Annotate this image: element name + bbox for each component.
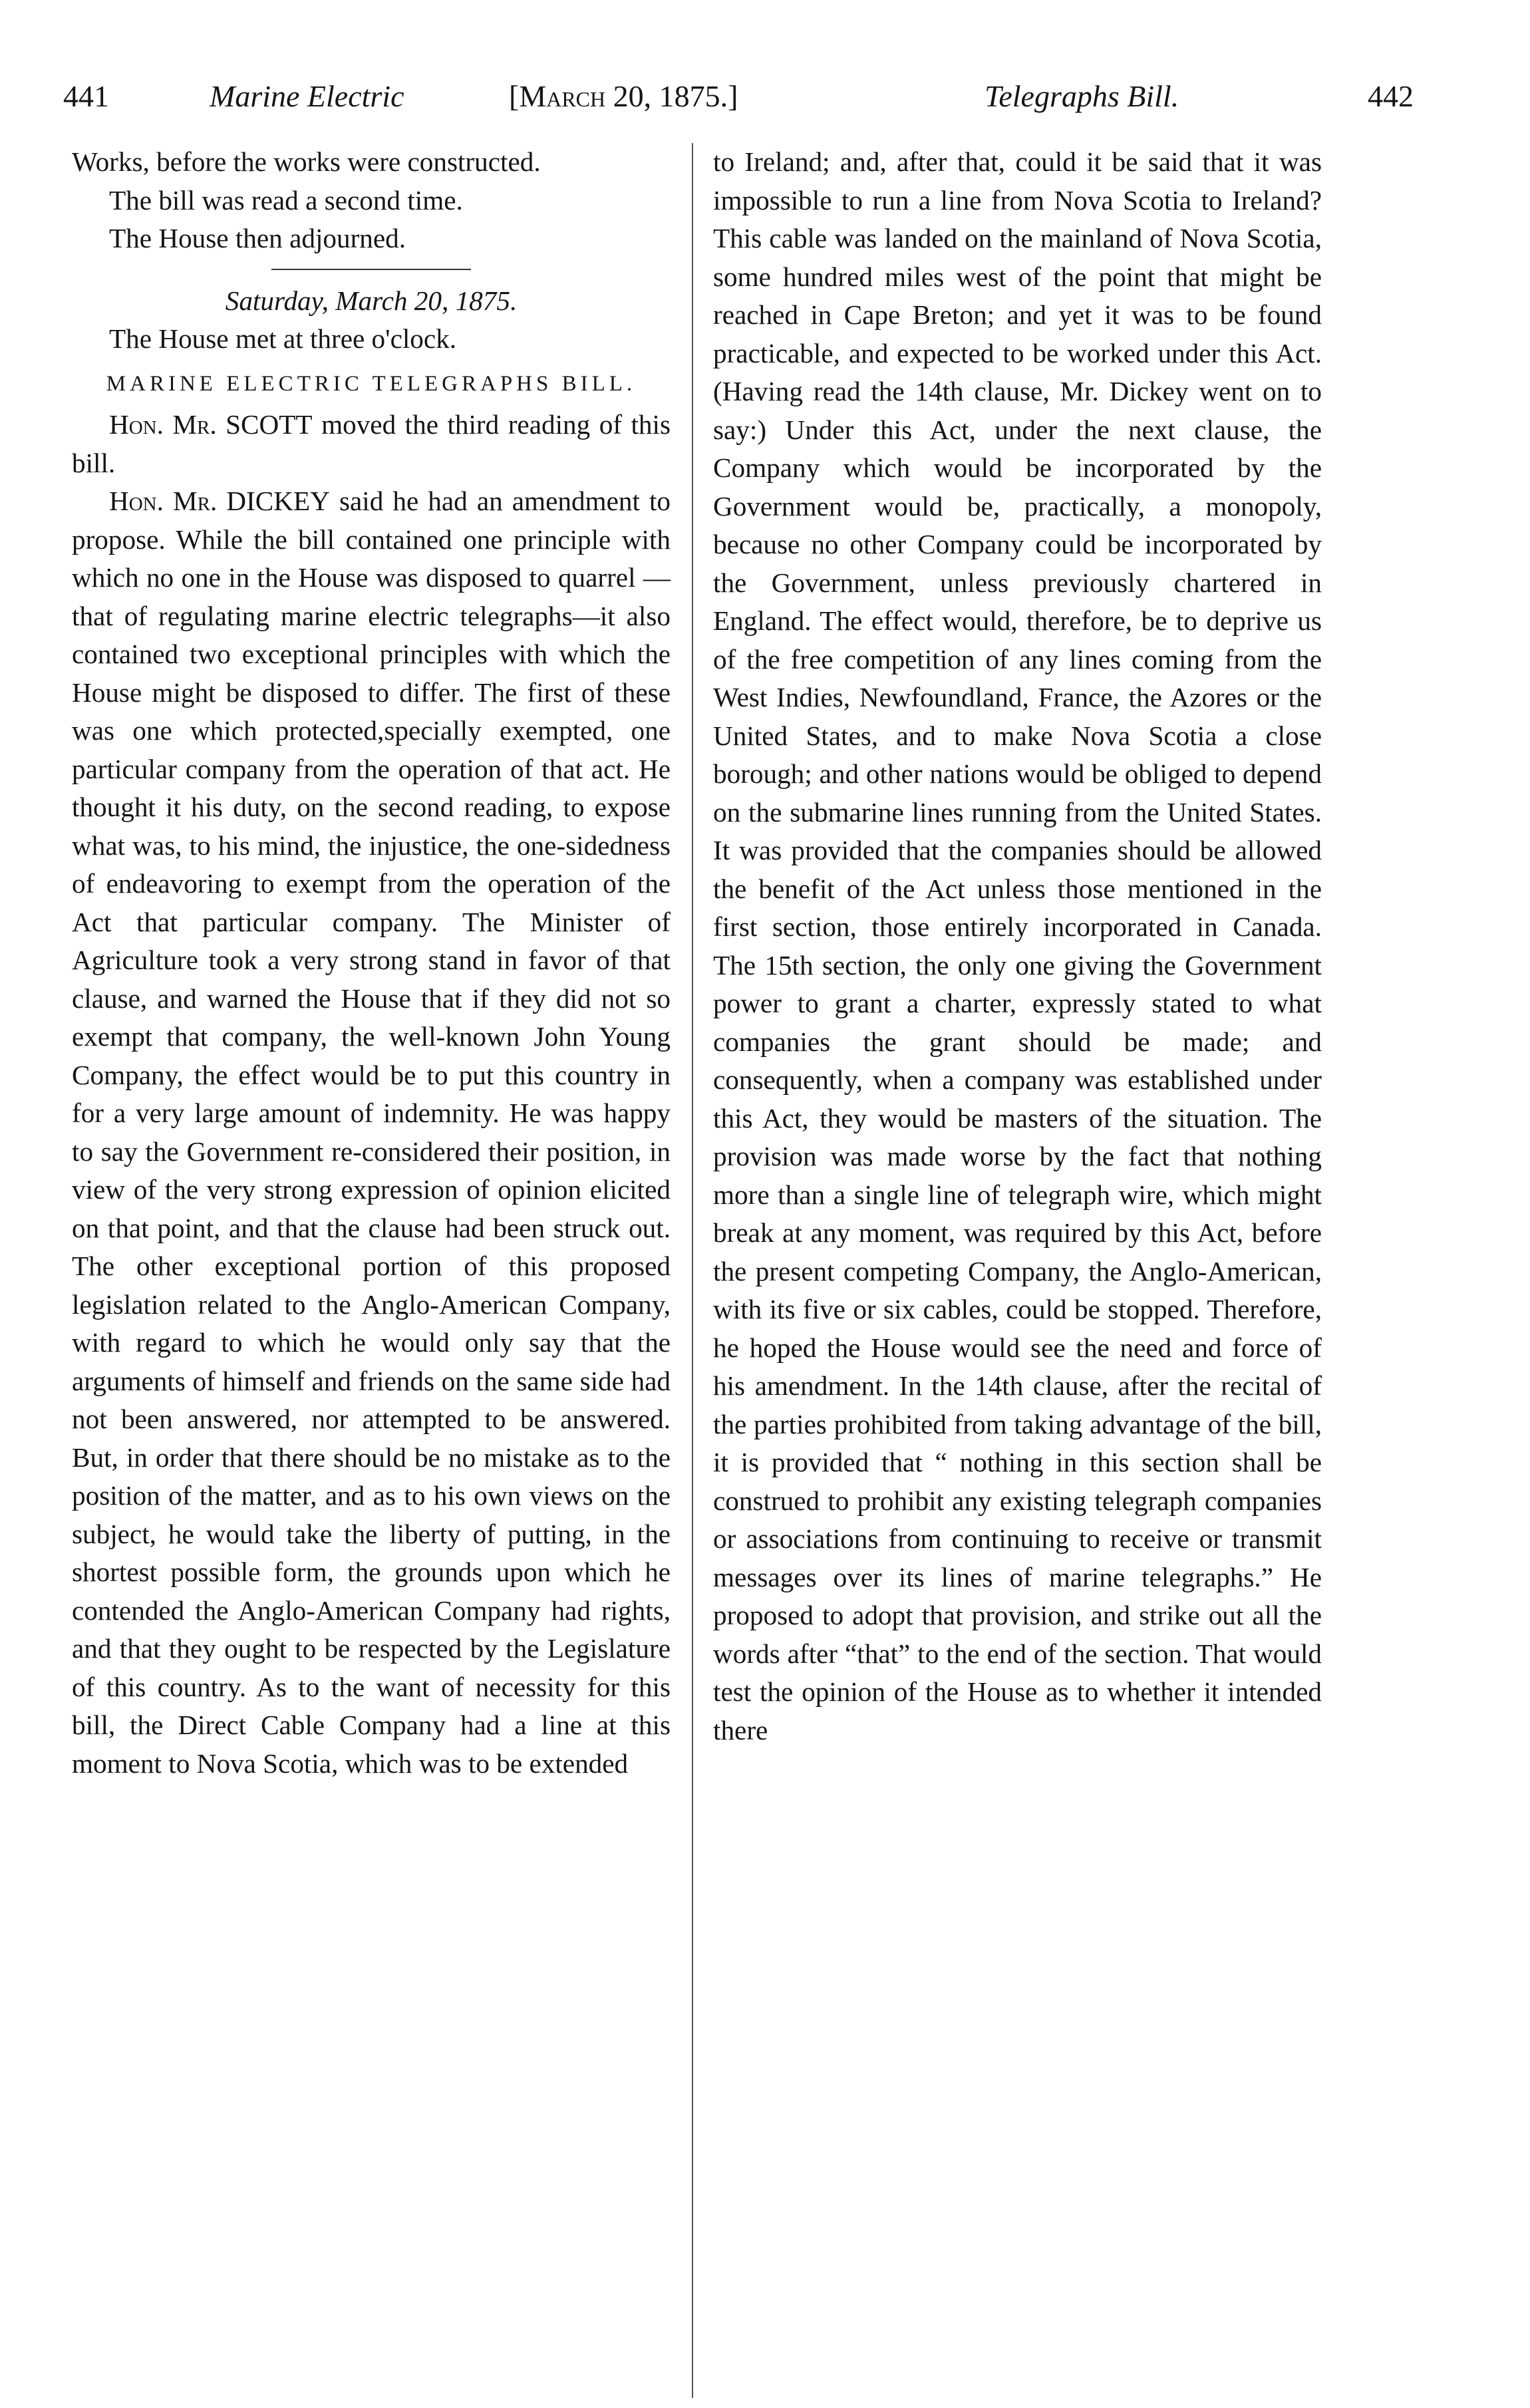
paragraph-works: Works, before the works were constructed. [72,146,541,177]
running-title-left: Marine Electric [210,79,404,113]
column-divider [692,143,693,2398]
right-column [713,143,1322,1749]
paragraph-house-met: The House met at three o'clock. [109,323,457,354]
page-number-right: 442 [1368,79,1414,113]
separator-rule [271,269,471,270]
speaker-scott: Hon. Mr. SCOTT [109,409,313,440]
scott-text: moved the third reading of this bill. [72,409,671,478]
sitting-date-heading: Saturday, March 20, 1875. [225,285,518,316]
paragraph-adjourned: The House then adjourned. [109,223,406,253]
paragraph-dickey-speech [72,482,671,1783]
left-column [72,143,671,1783]
page-header [63,67,1414,126]
paragraph-scott-motion [72,406,671,482]
dickey-text: said he had an amendment to propose. While the bill contained one principle with which no one in the House was disposed to quarrel — that of regulating marine electric telegraphs—it also contained two exceptional principles with which the House might be disposed to differ. The first of these was one which protected,specially exempted, one particular company from the operation of that act. He thought it his duty, on the second reading, to expose what was, to his mind, the injustice, the one-sidedness of endeavoring to exempt from the operation of the Act that particular company. The Minister of Agriculture took a very strong stand in favor of that clause, and warned the House that if they did not so exempt that company, the well-known John Young Company, the effect would be to put this country in for a very large amount of indemnity. He was happy to say the Government re-considered their position, in view of the very strong expression of opinion elicited on that point, and that the clause had been struck out. The other exceptional portion of this proposed legislation related to the Anglo-American Company, with regard to which he would only say that the arguments of himself and friends on the same side had not been answered, nor attempted to be answered. But, in order that there should be no mistake as to the position of the matter, and as to his own views on the subject, he would take the liberty of putting, in the shortest possible form, the grounds upon which he contended the Anglo-American Company had rights, and that they ought to be respected by the Legislature of this country. As to the want of necessity for this bill, the Direct Cable Company had a line at this moment to Nova Scotia, which was to be extended [72,486,671,1779]
running-title-right: Telegraphs Bill. [985,79,1179,113]
speaker-dickey: Hon. Mr. DICKEY [109,486,330,516]
section-heading: MARINE ELECTRIC TELEGRAPHS BILL. [106,371,637,396]
header-date: [March 20, 1875.] [509,79,738,113]
paragraph-second-reading: The bill was read a second time. [109,184,463,216]
paragraph-dickey-continued: to Ireland; and, after that, could it be said that it was impossible to run a line from Nova Scotia to Ireland? This cable was landed on the mainland of Nova Scotia, some hundred miles west of the point that might be reached in Cape Breton; and yet it was to be found practicable, and expected to be worked under this Act. (Having read the 14th clause, Mr. Dickey went on to say:) Under this Act, under the next clause, the Company which would be incorporated by the Government would be, practically, a monopoly, because no other Company could be incorporated by the Government, unless previously chartered in England. The effect would, therefore, be to deprive us of the free competition of any lines coming from the West Indies, Newfoundland, France, the Azores or the United States, and to make Nova Scotia a close borough; and other nations would be obliged to depend on the submarine lines running from the United States. It was provided that the companies should be allowed the benefit of the Act unless those mentioned in the first section, those entirely incorporated in Canada. The 15th section, the only one giving the Government power to grant a charter, expressly stated to what companies the grant should be made; and consequently, when a company was established under this Act, they would be masters of the situation. The provision was made worse by the fact that nothing more than a single line of telegraph wire, which might break at any moment, was required by this Act, before the present competing Company, the Anglo-American, with its five or six cables, could be stopped. Therefore, he hoped the House would see the need and force of his amendment. In the 14th clause, after the recital of the parties prohibited from taking advantage of the bill, it is provided that “ nothing in this section shall be construed to prohibit any existing telegraph companies or associations from continuing to receive or transmit messages over its lines of marine telegraphs.” He proposed to adopt that provision, and strike out all the words after “that” to the end of the section. That would test the opinion of the House as to whether it intended there [713,146,1322,1745]
page-number-left: 441 [63,79,109,113]
